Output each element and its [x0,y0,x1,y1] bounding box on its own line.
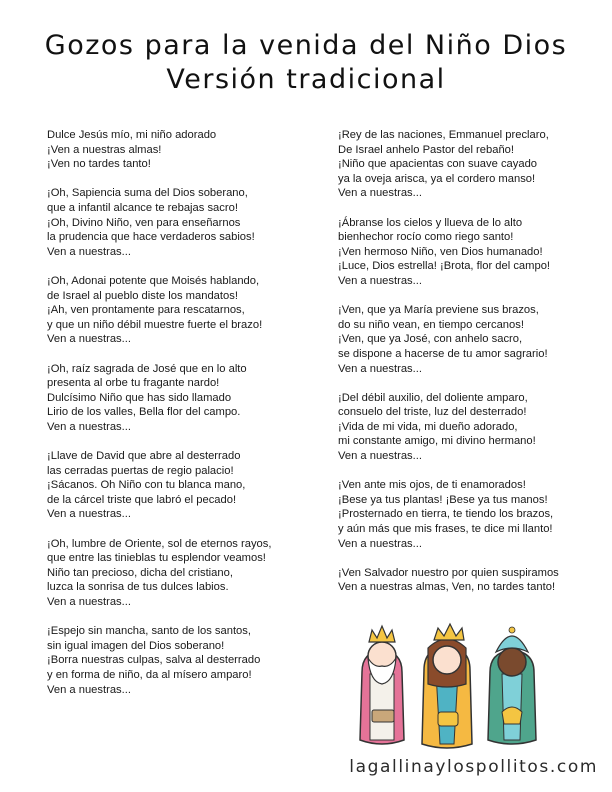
verse-line: y en forma de niño, da al mísero amparo! [47,668,252,681]
verse-line: sin igual imagen del Dios soberano! [47,639,225,652]
verse-line: Dulcísimo Niño que has sido llamado [47,391,232,404]
verse-line: Ven a nuestras... [47,683,131,696]
verse-line: ¡Oh, lumbre de Oriente, sol de eternos rayos, [47,537,272,550]
verse-line: ¡Prosternado en tierra, te tiendo los brazos, [338,508,554,521]
verse-line: Ven a nuestras... [47,245,131,258]
verse-line: ¡Ven hermoso Niño, ven Dios humanado! [338,245,543,258]
verse-line: mi constante amigo, mi divino hermano! [338,435,536,448]
verse-line: de Israel al pueblo diste los mandatos! [47,289,238,302]
verse-line: ya la oveja arisca, ya el cordero manso! [338,172,536,185]
verse-line: luzca la sonrisa de tus dulces labios. [47,581,229,594]
verse-line: Ven a nuestras almas, Ven, no tardes tanto! [338,581,556,594]
verse-line: presenta al orbe tu fragante nardo! [47,377,220,390]
verse-line: ¡Borra nuestras culpas, salva al desterrado [47,654,261,667]
verse-line: ¡Ven Salvador nuestro por quien suspiramos [338,566,559,579]
verse-line: que entre las tinieblas tu esplendor veamos! [47,552,266,565]
verse-line: ¡Espejo sin mancha, santo de los santos, [47,625,251,638]
verse-line: Dulce Jesús mío, mi niño adorado [47,129,217,141]
three-wise-men-illustration [352,612,542,750]
verse-line: Lirio de los valles, Bella flor del campo. [47,406,241,419]
verse-line: se dispone a hacerse de tu amor sagrario! [338,347,548,360]
verse-line: ¡Sácanos. Oh Niño con tu blanca mano, [47,479,246,492]
verse-line: ¡Oh, raíz sagrada de José que en lo alto [47,362,247,375]
verse-line: ¡Oh, Sapiencia suma del Dios soberano, [47,187,248,200]
left-column [47,128,307,712]
verse-line: ¡Llave de David que abre al desterrado [47,450,241,463]
stanza [338,216,578,289]
verse-line: ¡Ábranse los cielos y llueva de lo alto [338,216,523,229]
verse-line: ¡Rey de las naciones, Emmanuel preclaro, [338,129,549,141]
stanza [338,303,578,376]
verse-line: De Israel anhelo Pastor del rebaño! [338,143,515,156]
verse-line: ¡Luce, Dios estrella! ¡Brota, flor del campo! [338,260,551,273]
verse-line: ¡Ven, que ya José, con anhelo sacro, [338,333,523,346]
verse-line: y aún más que mis frases, te dice mi llanto! [338,523,553,536]
stanza [338,128,578,201]
verse-line: ¡Del débil auxilio, del doliente amparo, [338,391,528,404]
verse-line: que a infantil alcance te rebajas sacro! [47,201,238,214]
verse-line: ¡Oh, Divino Niño, ven para enseñarnos [47,216,241,229]
verse-line: consuelo del triste, luz del desterrado! [338,406,527,419]
stanza [47,537,307,610]
verse-line: Ven a nuestras... [47,420,131,433]
verse-line: Ven a nuestras... [338,537,422,550]
verse-line: ¡Ven, que ya María previene sus brazos, [338,304,539,317]
verse-line: ¡Ven no tardes tanto! [47,158,151,171]
verse-line: Niño tan precioso, dicha del cristiano, [47,566,233,579]
verse-line: Ven a nuestras... [47,508,131,521]
verse-line: ¡Ven ante mis ojos, de ti enamorados! [338,479,526,492]
stanza [47,624,307,697]
site-url: lagallinaylospollitos.com [349,757,598,777]
stanza [338,478,578,551]
verse-line: bienhechor rocío como riego santo! [338,231,514,244]
stanza [338,391,578,464]
page-title: Gozos para la venida del Niño Dios [44,30,568,61]
verse-line: ¡Bese ya tus plantas! ¡Bese ya tus manos! [338,493,548,506]
verse-line: ¡Niño que apacientas con suave cayado [338,158,538,171]
verse-line: las cerradas puertas de regio palacio! [47,464,234,477]
right-column [338,128,578,610]
verse-line: Ven a nuestras... [47,333,131,346]
verse-line: y que un niño débil muestre fuerte el brazo! [47,318,263,331]
verse-line: ¡Vida de mi vida, mi dueño adorado, [338,420,518,433]
page-subtitle: Versión tradicional [166,64,446,95]
stanza [47,362,307,435]
verse-line: Ven a nuestras... [338,362,422,375]
verse-line: la prudencia que hace verdaderos sabios! [47,231,255,244]
verse-line: de la cárcel triste que labró el pecado! [47,493,237,506]
stanza [47,186,307,259]
verse-line: Ven a nuestras... [338,274,422,287]
verse-line: ¡Ven a nuestras almas! [47,143,162,156]
stanza [338,566,578,595]
verse-line: ¡Ah, ven prontamente para rescatarnos, [47,304,245,317]
verse-line: ¡Oh, Adonai potente que Moisés hablando, [47,274,260,287]
verse-line: Ven a nuestras... [47,596,131,608]
stanza [47,274,307,347]
verse-line: Ven a nuestras... [338,187,422,200]
verse-line: do su niño vean, en tiempo cercanos! [338,318,524,331]
stanza [47,449,307,522]
king-right-figure [488,627,536,744]
king-middle-figure [422,624,472,748]
verse-line: Ven a nuestras... [338,450,422,463]
stanza [47,128,307,172]
king-left-figure [360,626,404,744]
